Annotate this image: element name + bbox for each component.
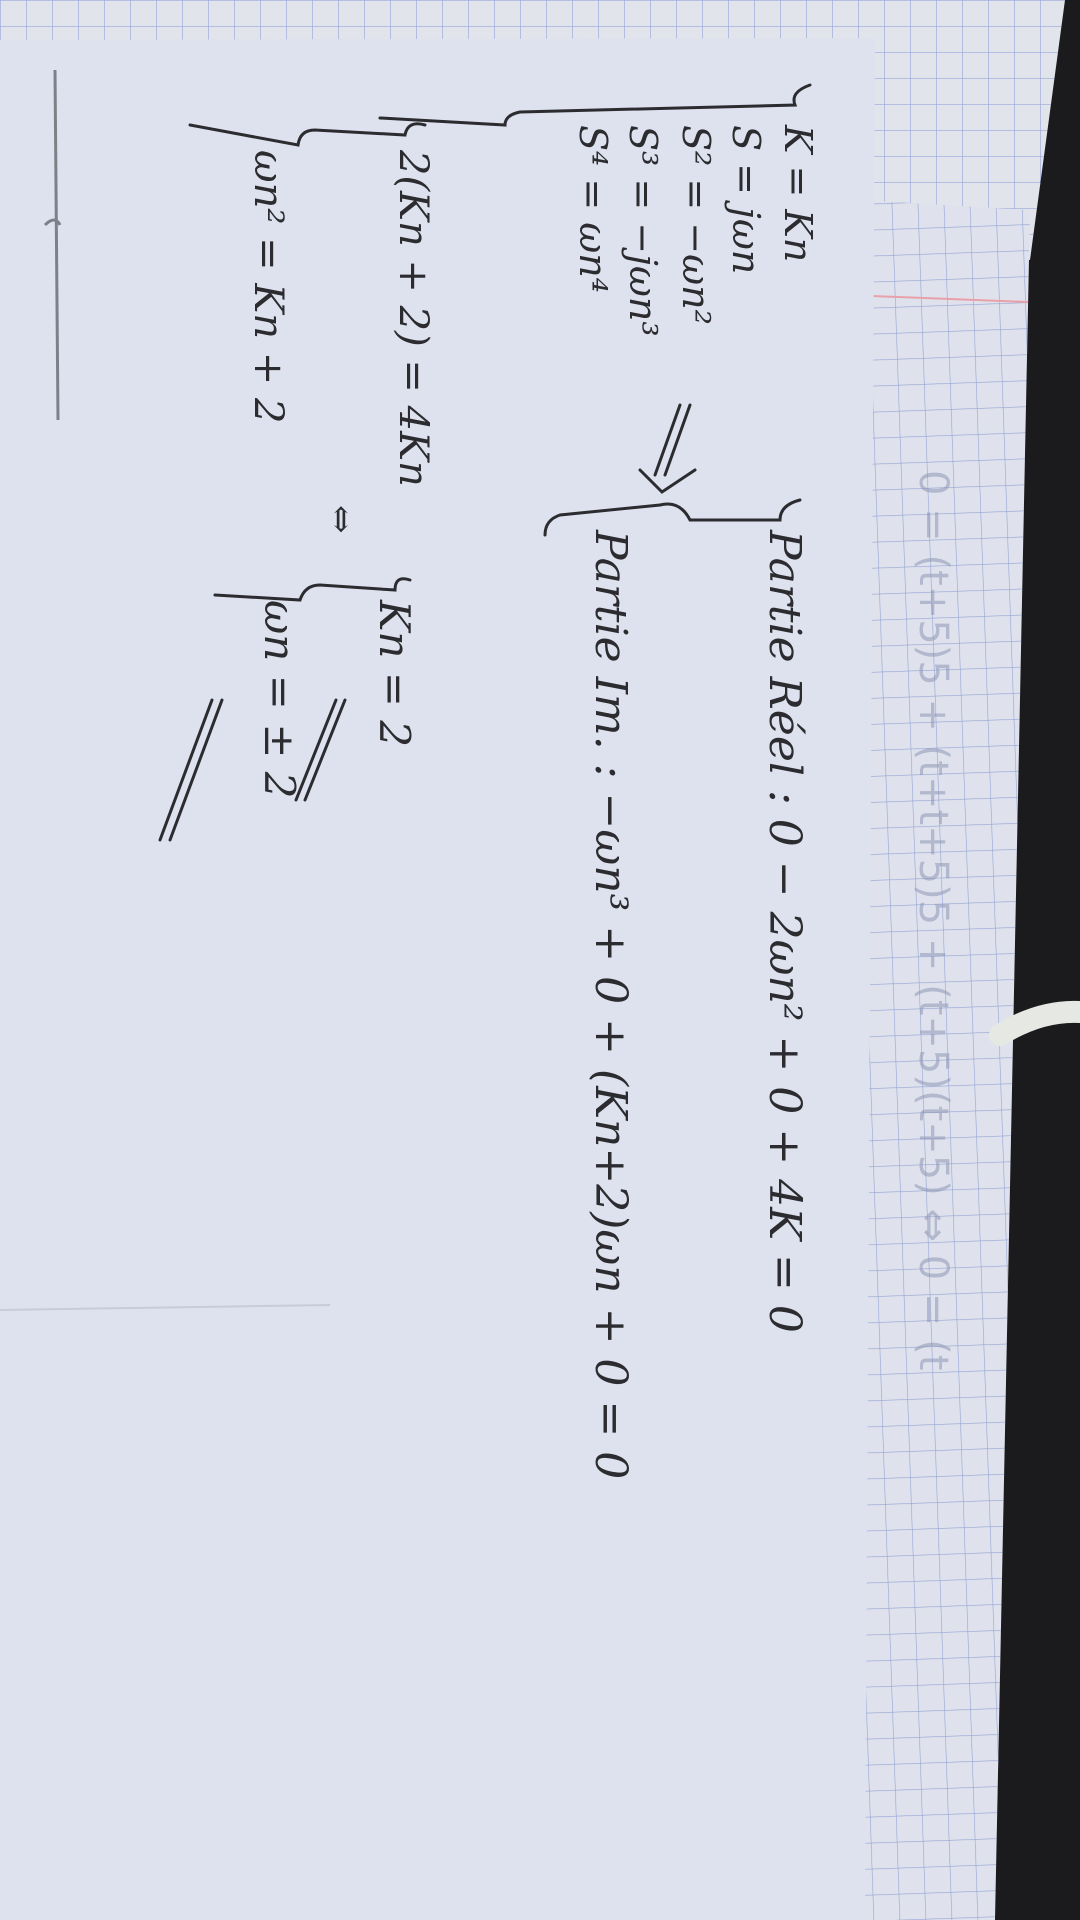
show-through-text: 0 = (t+5)5 + (t+t+5)5 + (t+5)(t+5) ⇔ 0 = (t	[910, 470, 956, 1371]
sub-line-1: K = Kn	[776, 125, 820, 263]
equivalence-symbol: ⇔	[321, 505, 361, 534]
sub-line-3: S² = −ωn²	[674, 125, 718, 325]
system-block	[190, 124, 436, 487]
solution-wn: ωn = ± 2	[255, 600, 304, 799]
substitution-block	[380, 85, 820, 337]
sub-line-5: S⁴ = ωn⁴	[571, 125, 615, 293]
system-eq-1: 2(Kn + 2) = 4Kn	[390, 150, 436, 487]
solution-kn: Kn = 2	[370, 600, 419, 748]
solution-block	[160, 579, 419, 840]
imaginary-part-equation: Partie Im. : −ωn³ + 0 + (Kn+2)ωn + 0 = 0	[585, 530, 636, 1480]
implication-arrow	[640, 405, 695, 492]
real-part-equation: Partie Réel : 0 − 2ωn² + 0 + 4K = 0	[759, 530, 810, 1333]
real-imag-block	[545, 500, 810, 1479]
sub-line-2: S = jωn	[724, 125, 768, 275]
sub-line-4: S³ = −jωn³	[621, 125, 665, 337]
answer-underline	[160, 700, 345, 840]
system-eq-2: ωn² = Kn + 2	[245, 150, 291, 424]
